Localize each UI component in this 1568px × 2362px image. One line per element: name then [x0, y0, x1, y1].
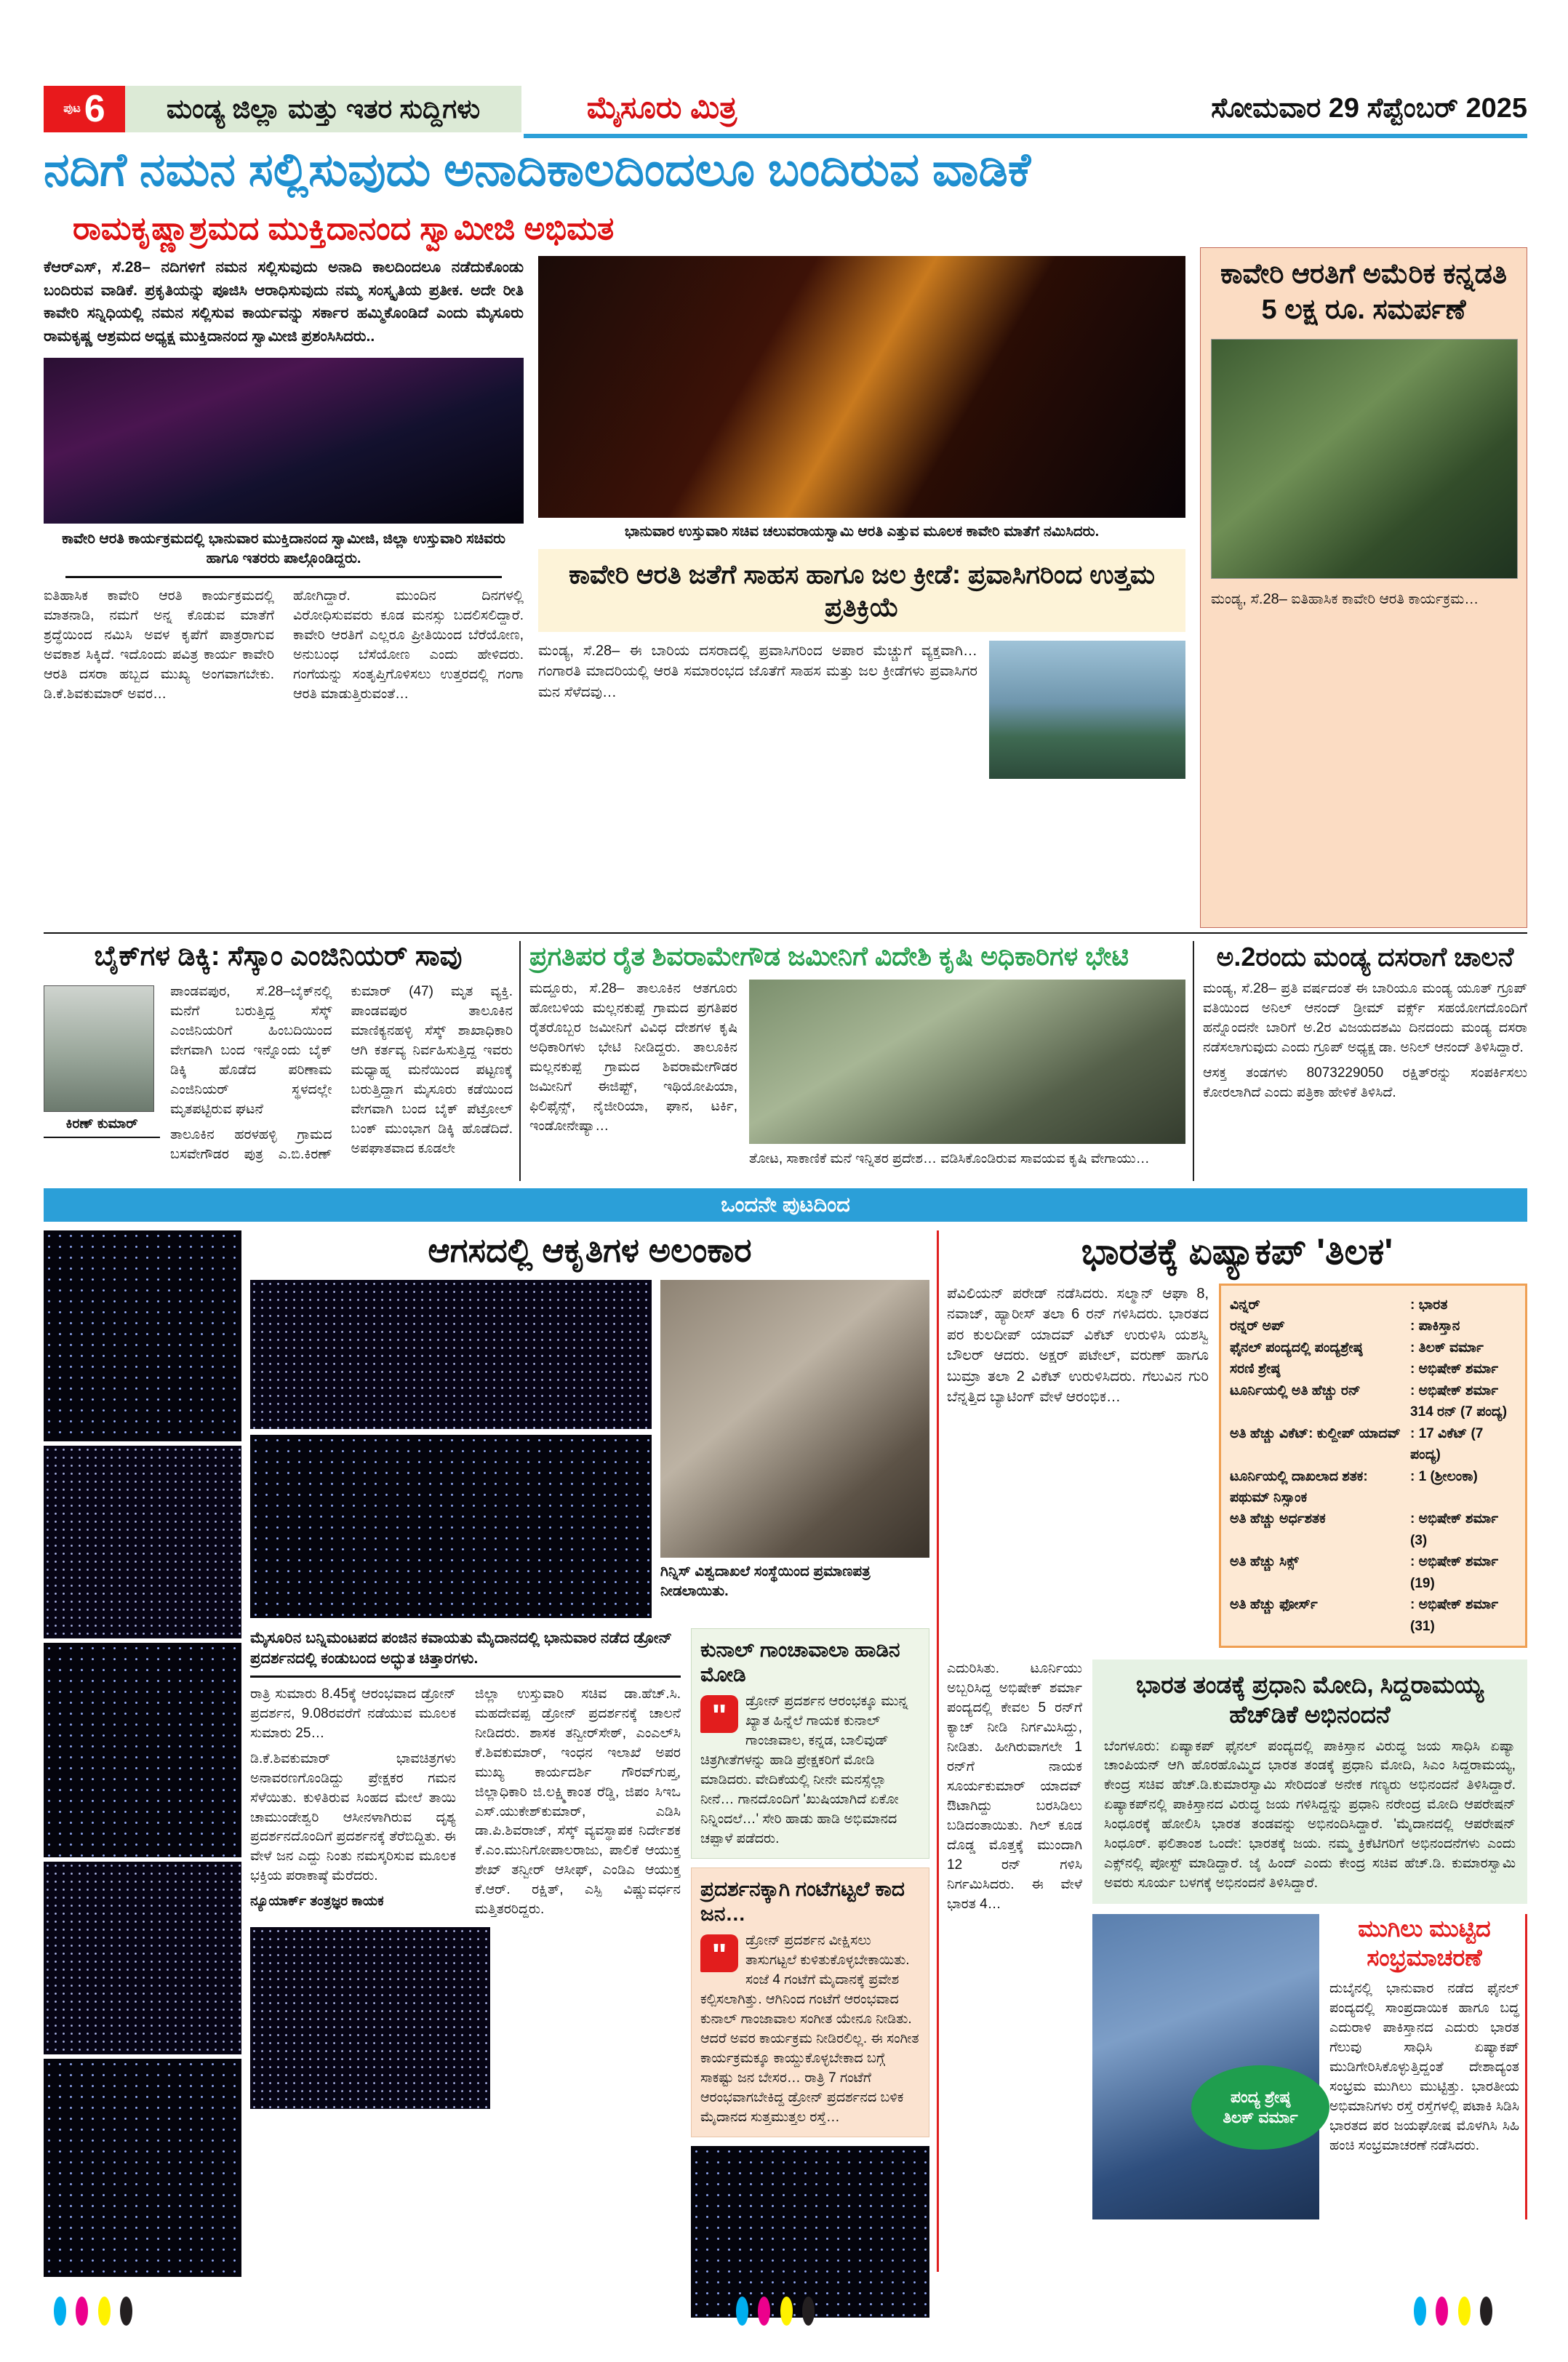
lead-subheadline: ರಾಮಕೃಷ್ಣಾಶ್ರಮದ ಮುಕ್ತಿದಾನಂದ ಸ್ವಾಮೀಜಿ ಅಭಿಮತ	[73, 211, 615, 247]
statue-photo-caption: ಕಾವೇರಿ ಆರತಿ ಕಾರ್ಯಕ್ರಮದಲ್ಲಿ ಭಾನುವಾರ ಮುಕ್ತಿದಾನಂದ ಸ್ವಾಮೀಜಿ, ಜಿಲ್ಲಾ ಉಸ್ತುವಾರಿ ಸಚಿವರು ಹಾಗೂ ಇತರರು ಪಾಲ್ಗೊಂಡಿದ್ದರು.	[61, 531, 506, 567]
middle-band-rule	[44, 932, 1527, 934]
black-dot	[1480, 2297, 1492, 2326]
tilak-varma-photo	[1092, 1914, 1319, 2219]
stats-row: ಅತಿ ಹೆಚ್ಚು ಅರ್ಧಶತಕ : ಅಭಿಷೇಕ್ ಶರ್ಮಾ (3)	[1230, 1511, 1499, 1548]
kunal-box	[691, 1628, 929, 1859]
bike-body-p1: ಪಾಂಡವಪುರ, ಸೆ.28–ಬೈಕ್‌ನಲ್ಲಿ ಮನೆಗೆ ಬರುತ್ತಿದ್ದ ಸೆಸ್ಕ್ ಎಂಜಿನಿಯರಿಗೆ ಹಿಂಬದಿಯಿಂದ ವೇಗವಾಗಿ ಬಂದ ಇನ್ನೊಂದು ಬೈಕ್ ಡಿಕ್ಕಿ ಹೊಡೆದ ಪರಿಣಾಮ ಎಂಜಿನಿಯರ್ ಸ್ಥಳದಲ್ಲೇ ಮೃತಪಟ್ಟಿರುವ ಘಟನೆ	[170, 984, 332, 1117]
drone-ring-photo	[44, 1643, 241, 1857]
crowd-title: ಪ್ರದರ್ಶನಕ್ಕಾಗಿ ಗಂಟೆಗಟ್ಟಲೆ ಕಾದ ಜನ…	[700, 1877, 905, 1925]
farmer-cont: ತೋಟ, ಸಾಕಾಣಿಕೆ ಮನೆ ಇನ್ನಿತರ ಪ್ರದೇಶ… ವಡಿಸಿಕೊಂಡಿರುವ ಸಾವಯವ ಕೃಷಿ ವೇಗಾಯು…	[749, 1151, 1150, 1167]
lead-body-col1: ಐತಿಹಾಸಿಕ ಕಾವೇರಿ ಆರತಿ ಕಾರ್ಯಕ್ರಮದಲ್ಲಿ ಮಾತನಾಡಿ, ನಮಗೆ ಅನ್ನ ಕೊಡುವ ಮಾತೆಗೆ ಶ್ರದ್ಧೆಯಿಂದ ನಮಿಸಿ ಅವಳ ಕೃಪೆಗೆ ಪಾತ್ರರಾಗುವ ಅವಕಾಶ ಸಿಕ್ಕಿದೆ. ಇದೊಂದು ಪವಿತ್ರ ಕಾರ್ಯ ಕಾವೇರಿ ಆರತಿ ದಸರಾ ಹಬ್ಬದ ಮುಖ್ಯ ಅಂಗವಾಗಬೇಕು. ಡಿ.ಕೆ.ಶಿವಕುಮಾರ್ ಅವರ…	[44, 588, 274, 702]
black-dot	[802, 2297, 815, 2326]
boating-photo	[989, 641, 1185, 779]
stats-row: ಅತಿ ಹೆಚ್ಚು ಸಿಕ್ಸ್ : ಅಭಿಷೇಕ್ ಶರ್ಮಾ (19)	[1230, 1554, 1499, 1591]
sports-divider-rule	[937, 1230, 939, 2272]
page-number: 6	[84, 88, 105, 130]
drone-whale-photo	[250, 1927, 490, 2109]
celebration-body: ದುಬೈನಲ್ಲಿ ಭಾನುವಾರ ನಡೆದ ಫೈನಲ್ ಪಂದ್ಯದಲ್ಲಿ ಸಾಂಪ್ರದಾಯಿಕ ಹಾಗೂ ಬದ್ಧ ಎದುರಾಳಿ ಪಾಕಿಸ್ತಾನದ ಎದುರು ಭಾರತ ಗೆಲುವು ಸಾಧಿಸಿ ಏಷ್ಯಾಕಪ್ ಮುಡಿಗೇರಿಸಿಕೊಳ್ಳುತ್ತಿದ್ದಂತೆ ದೇಶಾದ್ಯಂತ ಸಂಭ್ರಮ ಮುಗಿಲು ಮುಟ್ಟಿತ್ತು. ಭಾರತೀಯ ಅಭಿಮಾನಿಗಳು ರಸ್ತೆ ರಸ್ತೆಗಳಲ್ಲಿ ಪಟಾಕಿ ಸಿಡಿಸಿ ಭಾರತದ ಪರ ಜಯಘೋಷ ಮೊಳಗಿಸಿ ಸಿಹಿ ಹಂಚಿ ಸಂಭ್ರಮಾಚರಣೆ ನಡೆಸಿದರು.	[1329, 1981, 1519, 2153]
drone-nyc-subhead: ನ್ಯೂಯಾರ್ಕ್ ತಂತ್ರಜ್ಞರ ಕಾಯಕ	[250, 1894, 384, 1910]
quote-icon-2: "	[700, 1934, 738, 1972]
farmer-headline: ಪ್ರಗತಿಪರ ರೈತ ಶಿವರಾಮೇಗೌಡ ಜಮೀನಿಗೆ ವಿದೇಶಿ ಕೃಷಿ ಅಧಿಕಾರಿಗಳ ಭೇಟಿ	[529, 941, 1129, 971]
stats-row: ಅತಿ ಹೆಚ್ಚು ವಿಕೆಟ್: ಕುಲ್ದೀಪ್ ಯಾದವ್ : 17 ವಿಕೆಟ್ (7 ಪಂದ್ಯ)	[1230, 1425, 1484, 1463]
yellow-dot	[1458, 2297, 1471, 2326]
guinness-caption: ಗಿನ್ನಿಸ್ ವಿಶ್ವದಾಖಲೆ ಸಂಸ್ಥೆಯಿಂದ ಪ್ರಮಾಣಪತ್ರ ನೀಡಲಾಯಿತು.	[660, 1564, 871, 1599]
aarti-ceremony-photo	[538, 256, 1185, 518]
stats-row: ಸರಣಿ ಶ್ರೇಷ್ಠ : ಅಭಿಷೇಕ್ ಶರ್ಮಾ	[1230, 1361, 1499, 1377]
asiacup-headline: ಭಾರತಕ್ಕೆ ಏಷ್ಯಾಕಪ್ 'ತಿಲಕ'	[1081, 1231, 1393, 1272]
cyan-dot	[1414, 2297, 1426, 2326]
stats-row: ಟೂರ್ನಿಯಲ್ಲಿ ದಾಖಲಾದ ಶತಕ: ಪಥುಮ್ ನಿಸ್ಸಾಂಕ : 1 (ಶ್ರೀಲಂಕಾ)	[1230, 1468, 1478, 1505]
water-sports-headline-box	[538, 549, 1185, 632]
drone-photos-caption: ಮೈಸೂರಿನ ಬನ್ನಿಮಂಟಪದ ಪಂಜಿನ ಕವಾಯತು ಮೈದಾನದಲ್ಲಿ ಭಾನುವಾರ ನಡೆದ ಡ್ರೋನ್ ಪ್ರದರ್ಶನದಲ್ಲಿ ಕಂಡುಬಂದ ಅದ್ಭುತ ಚಿತ್ತಾರಗಳು.	[250, 1628, 681, 1678]
black-dot	[120, 2297, 132, 2326]
kiran-portrait-photo	[44, 985, 154, 1112]
page-one-band-label: ಒಂದನೇ ಪುಟದಿಂದ	[721, 1193, 850, 1217]
us-donation-lede: ಮಂಡ್ಯ, ಸೆ.28– ಐತಿಹಾಸಿಕ ಕಾವೇರಿ ಆರತಿ ಕಾರ್ಯಕ್ರಮ…	[1211, 590, 1479, 607]
player-badge	[1191, 2065, 1329, 2150]
celebration-headline: ಮುಗಿಲು ಮುಟ್ಟಿದ ಸಂಭ್ರಮಾಚರಣೆ	[1358, 1915, 1491, 1971]
bike-body	[170, 982, 513, 1165]
registration-marks-right	[1414, 2297, 1499, 2329]
magenta-dot	[758, 2297, 770, 2326]
dasara-contact: ಆಸಕ್ತ ತಂಡಗಳು 8073229050 ರಕ್ಷಿತ್‌ರನ್ನು ಸಂಪರ್ಕಿಸಲು ಕೋರಲಾಗಿದೆ ಎಂದು ಪತ್ರಿಕಾ ಹೇಳಿಕೆ ತಿಳಿಸಿದೆ.	[1203, 1065, 1527, 1101]
lead-body-col2: ಹೋಗಿದ್ದಾರೆ. ಮುಂದಿನ ದಿನಗಳಲ್ಲಿ ವಿರೋಧಿಸುವವರು ಕೂಡ ಮನಸ್ಸು ಬದಲಿಸಲಿದ್ದಾರೆ. ಕಾವೇರಿ ಆರತಿಗೆ ಎಲ್ಲರೂ ಪ್ರೀತಿಯಿಂದ ಬೆರೆಯೋಣ, ಅನುಬಂಧ ಬೆಸೆಯೋಣ ಎಂದು ಹೇಳಿದರು. ಗಂಗೆಯನ್ನು ಸಂತೃಪ್ತಿಗೊಳಿಸಲು ಉತ್ತರದಲ್ಲಿ ಗಂಗಾ ಆರತಿ ಮಾಡುತ್ತಿರುವಂತೆ…	[293, 588, 524, 702]
asiacup-col2: ಎದುರಿಸಿತು. ಟೂರ್ನಿಯು ಅಬ್ಬರಿಸಿದ್ದ ಅಭಿಷೇಕ್ ಶರ್ಮಾ ಪಂದ್ಯದಲ್ಲಿ ಕೇವಲ 5 ರನ್‌ಗೆ ಕ್ಯಾಚ್ ನೀಡಿ ನಿರ್ಗಮಿಸಿದ್ದು, ನೀಡಿತು. ಹೀಗಿರುವಾಗಲೇ 1 ರನ್‌ಗೆ ನಾಯಕ ಸೂರ್ಯಕುಮಾರ್ ಯಾದವ್ ಔಟಾಗಿದ್ದು ಬರಸಿಡಿಲು ಬಡಿದಂತಾಯಿತು. ಗಿಲ್ ಕೂಡ ದೊಡ್ಡ ಮೊತ್ತಕ್ಕೆ ಮುಂದಾಗಿ 12 ರನ್ ಗಳಿಸಿ ನಿರ್ಗಮಿಸಿದರು. ಈ ವೇಳೆ ಭಾರತ 4…	[947, 1661, 1082, 1912]
stats-row: ಅತಿ ಹೆಚ್ಚು ಫೋರ್ಸ್ : ಅಭಿಷೇಕ್ ಶರ್ಮಾ (31)	[1230, 1597, 1499, 1634]
yellow-dot	[98, 2297, 111, 2326]
stats-row: ಫೈನಲ್ ಪಂದ್ಯದಲ್ಲಿ ಪಂದ್ಯಶ್ರೇಷ್ಠ : ತಿಲಕ್ ವರ್ಮಾ	[1230, 1340, 1484, 1356]
cyan-dot	[54, 2297, 66, 2326]
us-donation-headline: ಕಾವೇರಿ ಆರತಿಗೆ ಅಮೆರಿಕ ಕನ್ನಡತಿ 5 ಲಕ್ಷ ರೂ. ಸಮರ್ಪಣೆ	[1220, 259, 1508, 326]
magenta-dot	[76, 2297, 88, 2326]
page-one-band	[44, 1188, 1527, 1222]
drone-sniper-photo	[44, 2059, 241, 2277]
drone-city-photo	[250, 1280, 652, 1429]
section-title: ಮಂಡ್ಯ ಜಿಲ್ಲಾ ಮತ್ತು ಇತರ ಸುದ್ದಿಗಳು	[166, 93, 481, 124]
modi-headline: ಭಾರತ ತಂಡಕ್ಕೆ ಪ್ರಧಾನಿ ಮೋದಿ, ಸಿದ್ದರಾಮಯ್ಯ ಹೆಚ್‌ಡಿಕೆ ಅಭಿನಂದನೆ	[1136, 1671, 1484, 1729]
drone-goddess-lion-photo	[44, 1230, 241, 1441]
magenta-dot	[1436, 2297, 1448, 2326]
edition-date: ಸೋಮವಾರ 29 ಸೆಪ್ಟೆಂಬರ್ 2025	[1211, 93, 1527, 124]
stats-row: ರನ್ನರ್ ಅಪ್ : ಪಾಕಿಸ್ತಾನ	[1230, 1318, 1460, 1334]
lead-lede: ಕೆಆರ್‌ಎಸ್, ಸೆ.28– ನದಿಗಳಿಗೆ ನಮನ ಸಲ್ಲಿಸುವುದು ಅನಾದಿ ಕಾಲದಿಂದಲೂ ನಡೆದುಕೊಂಡು ಬಂದಿರುವ ವಾಡಿಕೆ. ಪ್ರಕೃತಿಯನ್ನು ಪೂಜಿಸಿ ಆರಾಧಿಸುವುದು ನಮ್ಮ ಸಂಸ್ಕೃತಿಯ ಪ್ರತೀಕ. ಅದೇ ರೀತಿ ಕಾವೇರಿ ಸನ್ನಿಧಿಯಲ್ಲಿ ನಮನ ಸಲ್ಲಿಸುವ ಕಾರ್ಯವನ್ನು ಸರ್ಕಾರ ಹಮ್ಮಿಕೊಂಡಿದೆ ಎಂದು ಮೈಸೂರು ರಾಮಕೃಷ್ಣ ಆಶ್ರಮದ ಅಧ್ಯಕ್ಷ ಮುಕ್ತಿದಾನಂದ ಸ್ವಾಮೀಜಿ ಪ್ರಶಂಸಿಸಿದರು..	[44, 259, 524, 345]
registration-marks-center	[736, 2297, 821, 2329]
aarti-photo-caption: ಭಾನುವಾರ ಉಸ್ತುವಾರಿ ಸಚಿವ ಚಲುವರಾಯಸ್ವಾಮಿ ಆರತಿ ಎತ್ತುವ ಮೂಲಕ ಕಾವೇರಿ ಮಾತೆಗೆ ನಮಿಸಿದರು.	[624, 524, 1100, 540]
asiacup-col1: ಪೆವಿಲಿಯನ್ ಪರೇಡ್ ನಡೆಸಿದರು. ಸಲ್ಮಾನ್ ಆಘಾ 8, ನವಾಜ್, ಹ್ಯಾರೀಸ್ ತಲಾ 6 ರನ್ ಗಳಿಸಿದರು. ಭಾರತದ ಪರ ಕುಲದೀಪ್ ಯಾದವ್ ವಿಕೆಟ್ ಉರುಳಿಸಿ ಯಶಸ್ವಿ ಬೌಲರ್ ಆದರು. ಅಕ್ಷರ್ ಪಟೇಲ್, ವರುಣ್ ಹಾಗೂ ಬುಮ್ರಾ ತಲಾ 2 ವಿಕೆಟ್ ಉರುಳಿಸಿದರು. ಗೆಲುವಿನ ಗುರಿ ಬೆನ್ನತ್ತಿದ ಬ್ಯಾಟಿಂಗ್ ವೇಳೆ ಆರಂಭಿಕ…	[947, 1286, 1209, 1405]
column-rule-2	[1193, 941, 1194, 1181]
kiran-portrait-caption: ಕಿರಣ್ ಕುಮಾರ್	[44, 1115, 160, 1138]
lead-headline: ನದಿಗೆ ನಮನ ಸಲ್ಲಿಸುವುದು ಅನಾದಿಕಾಲದಿಂದಲೂ ಬಂದಿರುವ ವಾಡಿಕೆ	[44, 143, 1031, 196]
registration-marks-left	[54, 2297, 139, 2329]
drone-body-time: ರಾತ್ರಿ ಸುಮಾರು 8.45ಕ್ಕೆ ಆರಂಭವಾದ ಡ್ರೋನ್ ಪ್ರದರ್ಶನ, 9.08ರವರೆಗೆ ನಡೆಯುವ ಮೂಲಕ ಸುಮಾರು 25…	[250, 1686, 456, 1741]
yellow-dot	[780, 2297, 793, 2326]
drone-lakshmi-photo	[691, 2146, 929, 2318]
modi-box	[1092, 1660, 1527, 1904]
kunal-body: ಡ್ರೋನ್ ಪ್ರದರ್ಶನ ಆರಂಭಕ್ಕೂ ಮುನ್ನ ಖ್ಯಾತ ಹಿನ್ನೆಲೆ ಗಾಯಕ ಕುನಾಲ್ ಗಾಂಜಾವಾಲ, ಕನ್ನಡ, ಬಾಲಿವುಡ್ ಚಿತ್ರಗೀತೆಗಳನ್ನು ಹಾಡಿ ಪ್ರೇಕ್ಷಕರಿಗೆ ಮೋಡಿ ಮಾಡಿದರು. ವೇದಿಕೆಯಲ್ಲಿ ನೀನೇ ಮನಸ್ಸೆಲ್ಲಾ ನೀನೆ… ಗಾನದೊಂದಿಗೆ 'ಖುಷಿಯಾಗಿದೆ ಏಕೋ ನಿನ್ನಿಂದಲೆ…' ಸೇರಿ ಹಾಡು ಹಾಡಿ ಅಭಿಮಾನದ ಚಪ್ಪಾಳೆ ಪಡೆದರು.	[700, 1694, 908, 1846]
drone-cobra-photo	[44, 1862, 241, 2054]
bike-headline: ಬೈಕ್‌ಗಳ ಡಿಕ್ಕಿ: ಸೆಸ್ಕಾಂ ಎಂಜಿನಿಯರ್ ಸಾವು	[94, 941, 463, 972]
quote-icon: "	[700, 1695, 738, 1733]
cyan-dot	[736, 2297, 748, 2326]
dasara-headline: ಅ.2ರಂದು ಮಂಡ್ಯ ದಸರಾಗೆ ಚಾಲನೆ	[1216, 942, 1514, 972]
masthead-title: ಮೈಸೂರು ಮಿತ್ರ	[586, 90, 737, 124]
player-badge-line1: ಪಂದ್ಯ ಶ್ರೇಷ್ಠ	[1230, 2087, 1291, 2106]
drone-body-officials: ಜಿಲ್ಲಾ ಉಸ್ತುವಾರಿ ಸಚಿವ ಡಾ.ಹೆಚ್.ಸಿ. ಮಹದೇವಪ್ಪ ಡ್ರೋನ್ ಪ್ರದರ್ಶನಕ್ಕೆ ಚಾಲನೆ ನೀಡಿದರು. ಶಾಸಕ ತನ್ವೀರ್‌ಸೇಠ್, ಎಂಎಲ್‌ಸಿ ಕೆ.ಶಿವಕುಮಾರ್, ಇಂಧನ ಇಲಾಖೆ ಅಪರ ಮುಖ್ಯ ಕಾರ್ಯದರ್ಶಿ ಗೌರವ್‌ಗುಪ್ತ, ಜಿಲ್ಲಾಧಿಕಾರಿ ಜಿ.ಲಕ್ಷ್ಮಿಕಾಂತ ರೆಡ್ಡಿ, ಜಿಪಂ ಸಿಇಒ ಎಸ್.ಯುಕೇಶ್‌ಕುಮಾರ್, ಎಡಿಸಿ ಡಾ.ಪಿ.ಶಿವರಾಜ್, ಸೆಸ್ಕ್ ವ್ಯವಸ್ಥಾಪಕ ನಿರ್ದೇಶಕ ಕೆ.ಎಂ.ಮುನಿಗೋಪಾಲರಾಜು, ಪಾಲಿಕೆ ಆಯುಕ್ತ ಶೇಖ್ ತನ್ವೀರ್ ಆಸೀಫ್, ಎಂಡಿಎ ಆಯುಕ್ತ ಕೆ.ಆರ್. ರಕ್ಷಿತ್, ಎಸ್ಪಿ ವಿಷ್ಣುವರ್ಧನ ಮತ್ತಿತರರಿದ್ದರು.	[475, 1686, 681, 1918]
drone-body-dk: ಡಿ.ಕೆ.ಶಿವಕುಮಾರ್ ಭಾವಚಿತ್ರಗಳು ಅನಾವರಣಗೊಂಡಿದ್ದು ಪ್ರೇಕ್ಷಕರ ಗಮನ ಸೆಳೆಯಿತು. ಕುಳಿತಿರುವ ಸಿಂಹದ ಮೇಲೆ ತಾಯಿ ಚಾಮುಂಡೇಶ್ವರಿ ಆಸೀನಳಾಗಿರುವ ದೃಶ್ಯ ಪ್ರದರ್ಶನದೊಂದಿಗೆ ಪ್ರದರ್ಶನಕ್ಕೆ ತೆರೆಬಿದ್ದಿತು. ಈ ವೇಳೆ ಜನ ಎದ್ದು ನಿಂತು ನಮಸ್ಕರಿಸುವ ಮೂಲಕ ಭಕ್ತಿಯ ಪರಾಕಾಷ್ಠೆ ಮೆರೆದರು.	[250, 1750, 456, 1884]
guinness-certificate-photo	[660, 1280, 929, 1558]
water-sports-headline: ಕಾವೇರಿ ಆರತಿ ಜತೆಗೆ ಸಾಹಸ ಹಾಗೂ ಜಲ ಕ್ರೀಡೆ: ಪ್ರವಾಸಿಗರಿಂದ ಉತ್ತಮ ಪ್ರತಿಕ್ರಿಯೆ	[569, 559, 1155, 622]
stats-row: ವಿನ್ನರ್ : ಭಾರತ	[1230, 1297, 1448, 1313]
page-number-box	[44, 86, 125, 132]
asiacup-stats-table	[1219, 1284, 1527, 1648]
drone-elephant-photo	[44, 1446, 241, 1638]
section-title-strip	[125, 86, 521, 132]
stats-row: ಟೂರ್ನಿಯಲ್ಲಿ ಅತಿ ಹೆಚ್ಚು ರನ್ : ಅಭಿಷೇಕ್ ಶರ್ಮಾ 314 ರನ್ (7 ಪಂದ್ಯ)	[1230, 1382, 1508, 1420]
dasara-lede: ಮಂಡ್ಯ, ಸೆ.28– ಪ್ರತಿ ವರ್ಷದಂತೆ ಈ ಬಾರಿಯೂ ಮಂಡ್ಯ ಯೂತ್ ಗ್ರೂಪ್ ವತಿಯಿಂದ ಅನಿಲ್ ಆನಂದ್ ಡ್ರೀಮ್ ವರ್ಕ್ಸ್ ಸಹಯೋಗದೊಂದಿಗೆ ಹನ್ನೊಂದನೇ ಬಾರಿಗೆ ಅ.2ರ ವಿಜಯದಶಮಿ ದಿನದಂದು ಮಂಡ್ಯ ದಸರಾ ನಡೆಸಲಾಗುವುದು ಎಂದು ಗ್ರೂಪ್ ಅಧ್ಯಕ್ಷ ಡಾ. ಅನಿಲ್ ಆನಂದ್ ತಿಳಿಸಿದ್ದಾರೆ.	[1203, 981, 1527, 1056]
family-photo	[1211, 339, 1518, 579]
us-donation-box	[1200, 247, 1527, 928]
bike-body-p2: ತಾಲೂಕಿನ ಹರಳಹಳ್ಳಿ ಗ್ರಾಮದ ಬಸವೇಗೌಡರ ಪುತ್ರ ಎ.ಬಿ.ಕಿರಣ್ ಕುಮಾರ್ (47) ಮೃತ ವ್ಯಕ್ತಿ. ಪಾಂಡವಪುರ ತಾಲೂಕಿನ ಮಾಣಿಕ್ಯನಹಳ್ಳಿ ಸೆಸ್ಕ್ ಶಾಖಾಧಿಕಾರಿ ಆಗಿ ಕರ್ತವ್ಯ ನಿರ್ವಹಿಸುತ್ತಿದ್ದ ಇವರು ಮಧ್ಯಾಹ್ನ ಮನೆಯಿಂದ ಪಟ್ಟಣಕ್ಕೆ ಬರುತ್ತಿದ್ದಾಗ ಮೈಸೂರು ಕಡೆಯಿಂದ ವೇಗವಾಗಿ ಬಂದ ಬೈಕ್ ಪೆಟ್ರೋಲ್ ಬಂಕ್ ಮುಂಭಾಗ ಡಿಕ್ಕಿ ಹೊಡೆದಿದೆ. ಅಪಘಾತವಾದ ಕೂಡಲೇ	[170, 984, 513, 1162]
drone-body-columns	[250, 1685, 681, 1921]
column-rule-1	[519, 941, 521, 1181]
lead-body-columns	[44, 587, 524, 708]
drone-headline: ಆಗಸದಲ್ಲಿ ಆಕೃತಿಗಳ ಅಲಂಕಾರ	[428, 1231, 752, 1269]
kunal-title: ಕುನಾಲ್ ಗಾಂಚಾವಾಲಾ ಹಾಡಿನ ಮೋಡಿ	[700, 1638, 900, 1686]
caption-divider	[65, 576, 502, 578]
statue-ceremony-photo	[44, 358, 524, 524]
modi-body: ಬೆಂಗಳೂರು: ಏಷ್ಯಾಕಪ್ ಫೈನಲ್ ಪಂದ್ಯದಲ್ಲಿ ಪಾಕಿಸ್ತಾನ ವಿರುದ್ಧ ಜಯ ಸಾಧಿಸಿ ಏಷ್ಯಾ ಚಾಂಪಿಯನ್ ಆಗಿ ಹೊರಹೊಮ್ಮಿದ ಭಾರತ ತಂಡಕ್ಕೆ ಪ್ರಧಾನಿ ಮೋದಿ, ಸಿಎಂ ಸಿದ್ದರಾಮಯ್ಯ, ಕೇಂದ್ರ ಸಚಿವ ಹೆಚ್.ಡಿ.ಕುಮಾರಸ್ವಾಮಿ ಸೇರಿದಂತೆ ಅನೇಕ ಗಣ್ಯರು ಅಭಿನಂದನೆ ತಿಳಿಸಿದ್ದಾರೆ. ಏಷ್ಯಾಕಪ್‌ನಲ್ಲಿ ಪಾಕಿಸ್ತಾನದ ವಿರುದ್ಧ ಜಯ ಗಳಿಸಿದ್ದನ್ನು ಪ್ರಧಾನಿ ನರೇಂದ್ರ ಮೋದಿ ಆಪರೇಷನ್ ಸಿಂಧೂರಕ್ಕೆ ಹೋಲಿಸಿ ಭಾರತ ತಂಡವನ್ನು ಅಭಿನಂದಿಸಿದ್ದಾರೆ. 'ಮೈದಾನದಲ್ಲಿ ಆಪರೇಷನ್ ಸಿಂಧೂರ್. ಫಲಿತಾಂಶ ಒಂದೇ: ಭಾರತಕ್ಕೆ ಜಯ. ನಮ್ಮ ಕ್ರಿಕೆಟಿಗರಿಗೆ ಅಭಿನಂದನೆಗಳು ಎಂದು ಎಕ್ಸ್‌ನಲ್ಲಿ ಪೋಸ್ಟ್ ಮಾಡಿದ್ದಾರೆ. ಜೈ ಹಿಂದ್ ಎಂದು ಕೇಂದ್ರ ಸಚಿವ ಹೆಚ್.ಡಿ. ಕುಮಾರಸ್ವಾಮಿ ಅವರು ಸೂರ್ಯ ಬಳಗಕ್ಕೆ ಅಭಿನಂದನೆ ತಿಳಿಸಿದ್ದಾರೆ.	[1104, 1738, 1516, 1891]
crowd-box	[691, 1867, 929, 2137]
drone-soldier-photo	[250, 1435, 652, 1618]
page-label: ಪುಟ	[63, 103, 81, 115]
crowd-body: ಡ್ರೋನ್ ಪ್ರದರ್ಶನ ವೀಕ್ಷಿಸಲು ತಾಸುಗಟ್ಟಲೆ ಕುಳಿತುಕೊಳ್ಳಬೇಕಾಯಿತು. ಸಂಜೆ 4 ಗಂಟೆಗೆ ಮೈದಾನಕ್ಕೆ ಪ್ರವೇಶ ಕಲ್ಪಿಸಲಾಗಿತ್ತು. ಆಗಿನಿಂದ ಗಂಟೆಗೆ ಆರಂಭವಾದ ಕುನಾಲ್ ಗಾಂಜಾವಾಲ ಸಂಗೀತ ಯೇನೂ ನೀಡಿತು. ಆದರೆ ಅವರ ಕಾರ್ಯಕ್ರಮ ನೀಡಿರಲಿಲ್ಲ. ಈ ಸಂಗೀತ ಕಾರ್ಯಕ್ರಮಕ್ಕೂ ಕಾಯ್ದುಕೊಳ್ಳಬೇಕಾದ ಬಗ್ಗೆ ಸಾಕಷ್ಟು ಜನ ಬೇಸರ… ರಾತ್ರಿ 7 ಗಂಟೆಗೆ ಆರಂಭವಾಗಬೇಕಿದ್ದ ಡ್ರೋನ್ ಪ್ರದರ್ಶನದ ಬಳಿಕ ಮೈದಾನದ ಸುತ್ತಮುತ್ತಲ ರಸ್ತೆ…	[700, 1933, 919, 2125]
farmer-lede: ಮದ್ದೂರು, ಸೆ.28– ತಾಲೂಕಿನ ಆತಗೂರು ಹೋಬಳಿಯ ಮಲ್ಲನಕುಪ್ಪೆ ಗ್ರಾಮದ ಪ್ರಗತಿಪರ ರೈತರೊಬ್ಬರ ಜಮೀನಿಗೆ ವಿವಿಧ ದೇಶಗಳ ಕೃಷಿ ಅಧಿಕಾರಿಗಳು ಭೇಟಿ ನೀಡಿದ್ದರು. ತಾಲೂಕಿನ ಮಲ್ಲನಕುಪ್ಪೆ ಗ್ರಾಮದ ಶಿವರಾಮೇಗೌಡರ ಜಮೀನಿಗೆ ಈಜಿಪ್ಟ್, ಇಥಿಯೋಪಿಯಾ, ಫಿಲಿಫೈನ್ಸ್, ನೈಜೀರಿಯಾ, ಘಾನ, ಟರ್ಕಿ, ಇಂಡೋನೇಷ್ಯಾ…	[529, 981, 737, 1134]
delegation-group-photo	[749, 980, 1185, 1144]
player-badge-line2: ತಿಲಕ್ ವರ್ಮಾ	[1223, 2108, 1298, 2127]
water-sports-lede: ಮಂಡ್ಯ, ಸೆ.28– ಈ ಬಾರಿಯ ದಸರಾದಲ್ಲಿ ಪ್ರವಾಸಿಗರಿಂದ ಅಪಾರ ಮೆಚ್ಚುಗೆ ವ್ಯಕ್ತವಾಗಿ… ಗಂಗಾರತಿ ಮಾದರಿಯಲ್ಲಿ ಆರತಿ ಸಮಾರಂಭದ ಜೊತೆಗೆ ಸಾಹಸ ಮತ್ತು ಜಲ ಕ್ರೀಡೆಗಳು ಪ್ರವಾಸಿಗರ ಮನ ಸೆಳೆದವು…	[538, 643, 977, 700]
header-rule	[524, 134, 1527, 138]
